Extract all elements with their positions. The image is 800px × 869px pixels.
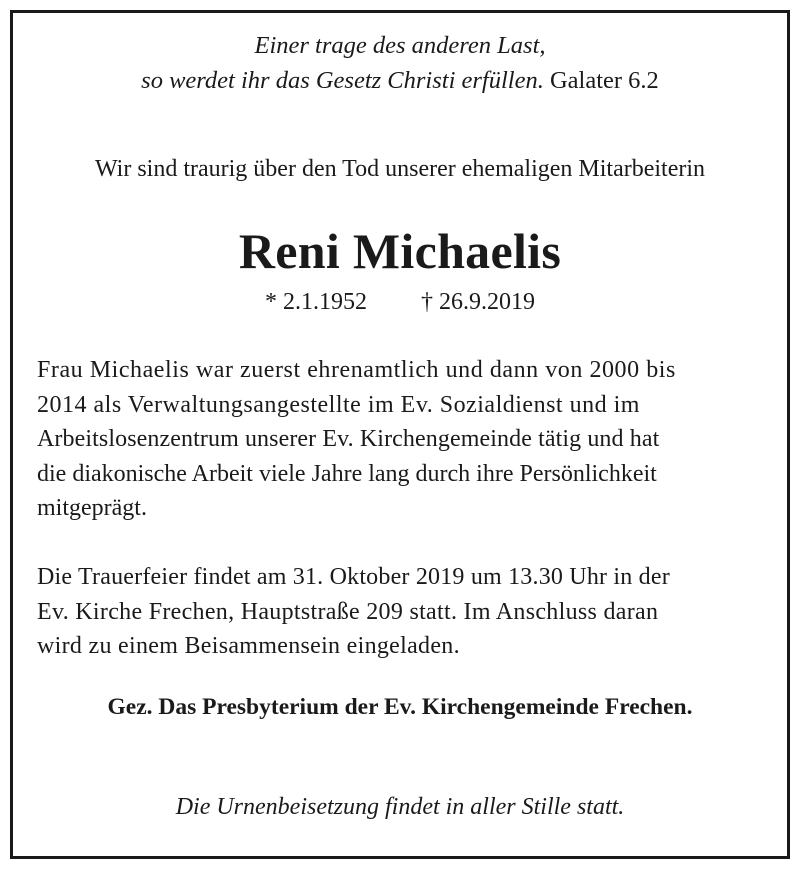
biography-line: Arbeitslosenzentrum unserer Ev. Kirchengemeinde tätig und hat (37, 426, 660, 453)
signature: Gez. Das Presbyterium der Ev. Kirchengemeinde Frechen. (107, 694, 693, 720)
motto-text-2: so werdet ihr das Gesetz Christi erfüllen. (141, 67, 544, 94)
life-dates (0, 289, 800, 316)
birth-date: * 2.1.1952 (265, 289, 367, 315)
bible-reference: Galater 6.2 (549, 67, 659, 94)
funeral-line: wird zu einem Beisammensein eingeladen. (37, 633, 460, 660)
biography-line: 2014 als Verwaltungsangestellte im Ev. Sozialdienst und im (37, 391, 640, 418)
biography-paragraph (37, 353, 767, 526)
biography-line: die diakonische Arbeit viele Jahre lang durch ihre Persönlichkeit (37, 460, 657, 487)
burial-note: Die Urnenbeisetzung findet in aller Stille statt. (175, 794, 625, 820)
intro-text: Wir sind traurig über den Tod unserer ehemaligen Mitarbeiterin (94, 156, 706, 182)
motto-line-1 (0, 28, 800, 64)
motto-text-1: Einer trage des anderen Last, (254, 32, 546, 59)
motto-line-2 (0, 63, 800, 99)
death-date: † 26.9.2019 (421, 289, 535, 315)
funeral-line: Ev. Kirche Frechen, Hauptstraße 209 statt. Im Anschluss daran (37, 598, 659, 625)
biography-line: mitgeprägt. (37, 495, 147, 522)
funeral-line: Die Trauerfeier findet am 31. Oktober 2019 um 13.30 Uhr in der (37, 564, 670, 590)
funeral-paragraph (37, 560, 767, 664)
deceased-name: Reni Michaelis (238, 223, 562, 279)
biography-line: Frau Michaelis war zuerst ehrenamtlich und dann von 2000 bis (37, 357, 676, 383)
